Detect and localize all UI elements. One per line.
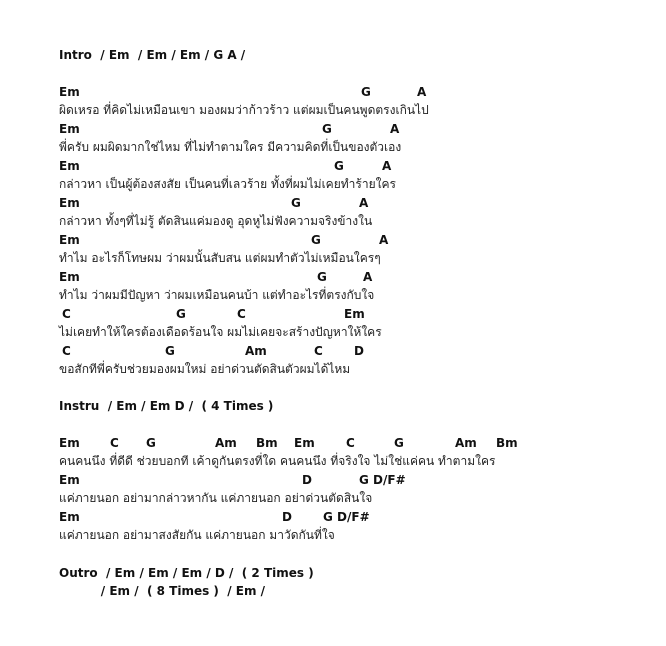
lyric-line: แค่ภายนอก อย่ามาสงสัยกัน แค่ภายนอก มาวัดกันที่ใจ [59, 528, 335, 542]
lyric-line: ทำไม อะไรก็โทษผม ว่าผมนั้นสับสน แต่ผมทำตัวไม่เหมือนใครๆ [59, 251, 381, 265]
chord-label: Am [455, 436, 477, 450]
outro-line-1: Outro / Em / Em / Em / D / ( 2 Times ) [59, 566, 314, 580]
chord-label: C [62, 344, 71, 358]
lyric-line: ผิดเหรอ ที่คิดไม่เหมือนเขา มองผมว่าก้าวร้าว แต่ผมเป็นคนพูดตรงเกินไป [59, 103, 429, 117]
chord-label: Am [245, 344, 267, 358]
chord-label: G [317, 270, 327, 284]
chord-label: A [379, 233, 389, 247]
chord-label: A [382, 159, 392, 173]
chord-label: G D/F# [359, 473, 406, 487]
chord-label: G [311, 233, 321, 247]
chord-label: Em [59, 122, 80, 136]
chord-label: A [359, 196, 369, 210]
chord-label: C [110, 436, 119, 450]
chord-label: Bm [256, 436, 278, 450]
instru-line: Instru / Em / Em D / ( 4 Times ) [59, 399, 274, 413]
chord-label: G [291, 196, 301, 210]
chord-label: D [302, 473, 312, 487]
chord-label: Em [59, 159, 80, 173]
lyric-line: ไม่เคยทำให้ใครต้องเดือดร้อนใจ ผมไม่เคยจะสร้างปัญหาให้ใคร [59, 325, 382, 339]
chord-label: C [237, 307, 246, 321]
chord-label: C [62, 307, 71, 321]
chord-label: A [390, 122, 400, 136]
chord-label: G D/F# [323, 510, 370, 524]
chord-label: Em [294, 436, 315, 450]
chord-label: Em [59, 436, 80, 450]
chord-label: Em [59, 473, 80, 487]
chord-label: A [363, 270, 373, 284]
chord-label: Am [215, 436, 237, 450]
lyric-line: กล่าวหา เป็นผู้ต้องสงสัย เป็นคนที่เลวร้าย ทั้งที่ผมไม่เคยทำร้ายใคร [59, 177, 396, 191]
lyric-line: พี่ครับ ผมผิดมากใช่ไหม ที่ไม่ทำตามใคร มีความคิดที่เป็นของตัวเอง [59, 140, 402, 154]
outro-line-2: / Em / ( 8 Times ) / Em / [59, 584, 266, 598]
chord-label: Em [59, 270, 80, 284]
chord-label: G [176, 307, 186, 321]
chord-label: G [146, 436, 156, 450]
chord-label: C [346, 436, 355, 450]
chord-label: G [361, 85, 371, 99]
lyric-line: ทำไม ว่าผมมีปัญหา ว่าผมเหมือนคนบ้า แต่ทำอะไรที่ตรงกับใจ [59, 288, 375, 302]
chord-label: Em [59, 85, 80, 99]
intro-line: Intro / Em / Em / Em / G A / [59, 48, 246, 62]
chord-label: Em [59, 233, 80, 247]
chord-label: A [417, 85, 427, 99]
chord-label: G [334, 159, 344, 173]
chord-label: Bm [496, 436, 518, 450]
chord-label: Em [59, 510, 80, 524]
chord-label: G [165, 344, 175, 358]
lyric-line: แค่ภายนอก อย่ามากล่าวหากัน แค่ภายนอก อย่าด่วนตัดสินใจ [59, 491, 373, 505]
chord-label: Em [344, 307, 365, 321]
chord-label: G [322, 122, 332, 136]
chord-label: Em [59, 196, 80, 210]
lyric-line: คนคนนึง ที่ดีดี ช่วยบอกที เค้าดูกันตรงที่ใด คนคนนึง ที่จริงใจ ไม่ใช่แค่คน ทำตามใคร [59, 454, 496, 468]
chord-label: C [314, 344, 323, 358]
chord-label: G [394, 436, 404, 450]
lyric-line: ขอสักทีพี่ครับช่วยมองผมใหม่ อย่าด่วนตัดสินตัวผมได้ไหม [59, 362, 351, 376]
chord-label: D [354, 344, 364, 358]
lyric-line: กล่าวหา ทั้งๆที่ไม่รู้ ตัดสินแค่มองดู อุดหูไม่ฟังความจริงข้างใน [59, 214, 373, 228]
chord-label: D [282, 510, 292, 524]
